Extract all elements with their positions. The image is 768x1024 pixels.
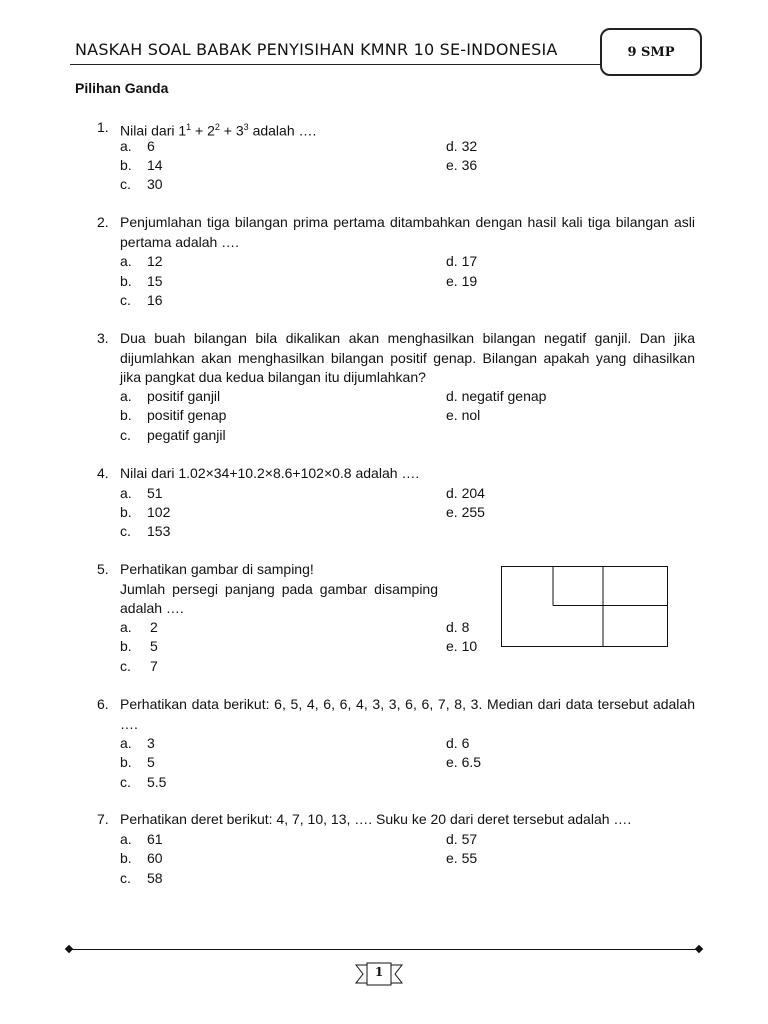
option-a: a. positif ganjil bbox=[120, 388, 221, 404]
option-d: d. 204 bbox=[446, 485, 485, 501]
option-e: e. 55 bbox=[446, 850, 478, 866]
page-number: 1 bbox=[374, 965, 384, 979]
question-text: Perhatikan gambar di samping! Jumlah persegi panjang pada gambar disamping adalah …. bbox=[120, 561, 438, 616]
option-e: e. 6.5 bbox=[446, 754, 482, 770]
exam-title: NASKAH SOAL BABAK PENYISIHAN KMNR 10 SE-INDONESIA bbox=[75, 40, 558, 59]
option-b: b. 15 bbox=[120, 273, 163, 289]
question-number: 4. bbox=[97, 465, 109, 481]
option-b: b. 5 bbox=[120, 754, 155, 770]
option-e: e. 19 bbox=[446, 273, 478, 289]
question-number: 1. bbox=[97, 119, 109, 135]
question-text: Nilai dari $1^1 + 2^2 + 3^3$ adalah …. bbox=[120, 122, 317, 139]
option-d: d. 57 bbox=[446, 831, 478, 847]
diamond-left-icon bbox=[65, 945, 73, 953]
option-a: a. 6 bbox=[120, 138, 155, 154]
option-c: c. 153 bbox=[120, 523, 171, 539]
option-c: c. 5.5 bbox=[120, 774, 167, 790]
question-number: 2. bbox=[97, 214, 109, 230]
question-text: Nilai dari 1.02×34+10.2×8.6+102×0.8 adalah …. bbox=[120, 465, 420, 481]
option-d: d. 8 bbox=[446, 619, 470, 635]
option-c: c. pegatif ganjil bbox=[120, 427, 226, 443]
question-number: 7. bbox=[97, 811, 109, 827]
option-b: b. 5 bbox=[120, 638, 158, 654]
option-b: b. 14 bbox=[120, 157, 163, 173]
question-text: Penjumlahan tiga bilangan prima pertama ditambahkan dengan hasil kali tiga bilangan asli pertama adalah …. bbox=[120, 214, 695, 250]
diamond-right-icon bbox=[695, 945, 703, 953]
figure-outer-rect bbox=[502, 567, 668, 647]
option-a: a. 12 bbox=[120, 253, 163, 269]
option-d: d. 17 bbox=[446, 253, 478, 269]
question-number: 5. bbox=[97, 561, 109, 577]
grade-badge: 9 SMP bbox=[600, 28, 702, 76]
option-a: a. 51 bbox=[120, 485, 163, 501]
option-d: d. negatif genap bbox=[446, 388, 547, 404]
option-d: d. 6 bbox=[446, 735, 470, 751]
option-b: b. 102 bbox=[120, 504, 171, 520]
header-rule bbox=[70, 64, 610, 65]
question-text: Dua buah bilangan bila dikalikan akan menghasilkan bilangan negatif ganjil. Dan jika dijumlahkan akan menghasilkan bilangan positif genap. Bilangan apakah yang dihasilkan jika pangkat dua kedua bilangan itu dijumlahkan? bbox=[120, 330, 695, 385]
option-a: a. 3 bbox=[120, 735, 155, 751]
option-c: c. 58 bbox=[120, 870, 163, 886]
page-number-ribbon bbox=[355, 962, 403, 986]
question-number: 6. bbox=[97, 696, 109, 712]
option-c: c. 7 bbox=[120, 658, 158, 674]
option-b: b. positif genap bbox=[120, 407, 227, 423]
option-e: e. nol bbox=[446, 407, 481, 423]
option-a: a. 2 bbox=[120, 619, 158, 635]
option-e: e. 10 bbox=[446, 638, 478, 654]
option-e: e. 255 bbox=[446, 504, 485, 520]
question-text: Perhatikan data berikut: 6, 5, 4, 6, 6, 4, 3, 3, 6, 6, 7, 8, 3. Median dari data tersebut adalah …. bbox=[120, 696, 695, 732]
section-title: Pilihan Ganda bbox=[75, 80, 169, 96]
question-text: Perhatikan deret berikut: 4, 7, 10, 13, …. Suku ke 20 dari deret tersebut adalah …. bbox=[120, 811, 632, 827]
footer-rule bbox=[70, 949, 700, 950]
option-c: c. 30 bbox=[120, 176, 163, 192]
option-d: d. 32 bbox=[446, 138, 478, 154]
question-number: 3. bbox=[97, 330, 109, 346]
rectangle-figure bbox=[501, 566, 669, 648]
option-e: e. 36 bbox=[446, 157, 478, 173]
option-c: c. 16 bbox=[120, 292, 163, 308]
option-a: a. 61 bbox=[120, 831, 163, 847]
option-b: b. 60 bbox=[120, 850, 163, 866]
